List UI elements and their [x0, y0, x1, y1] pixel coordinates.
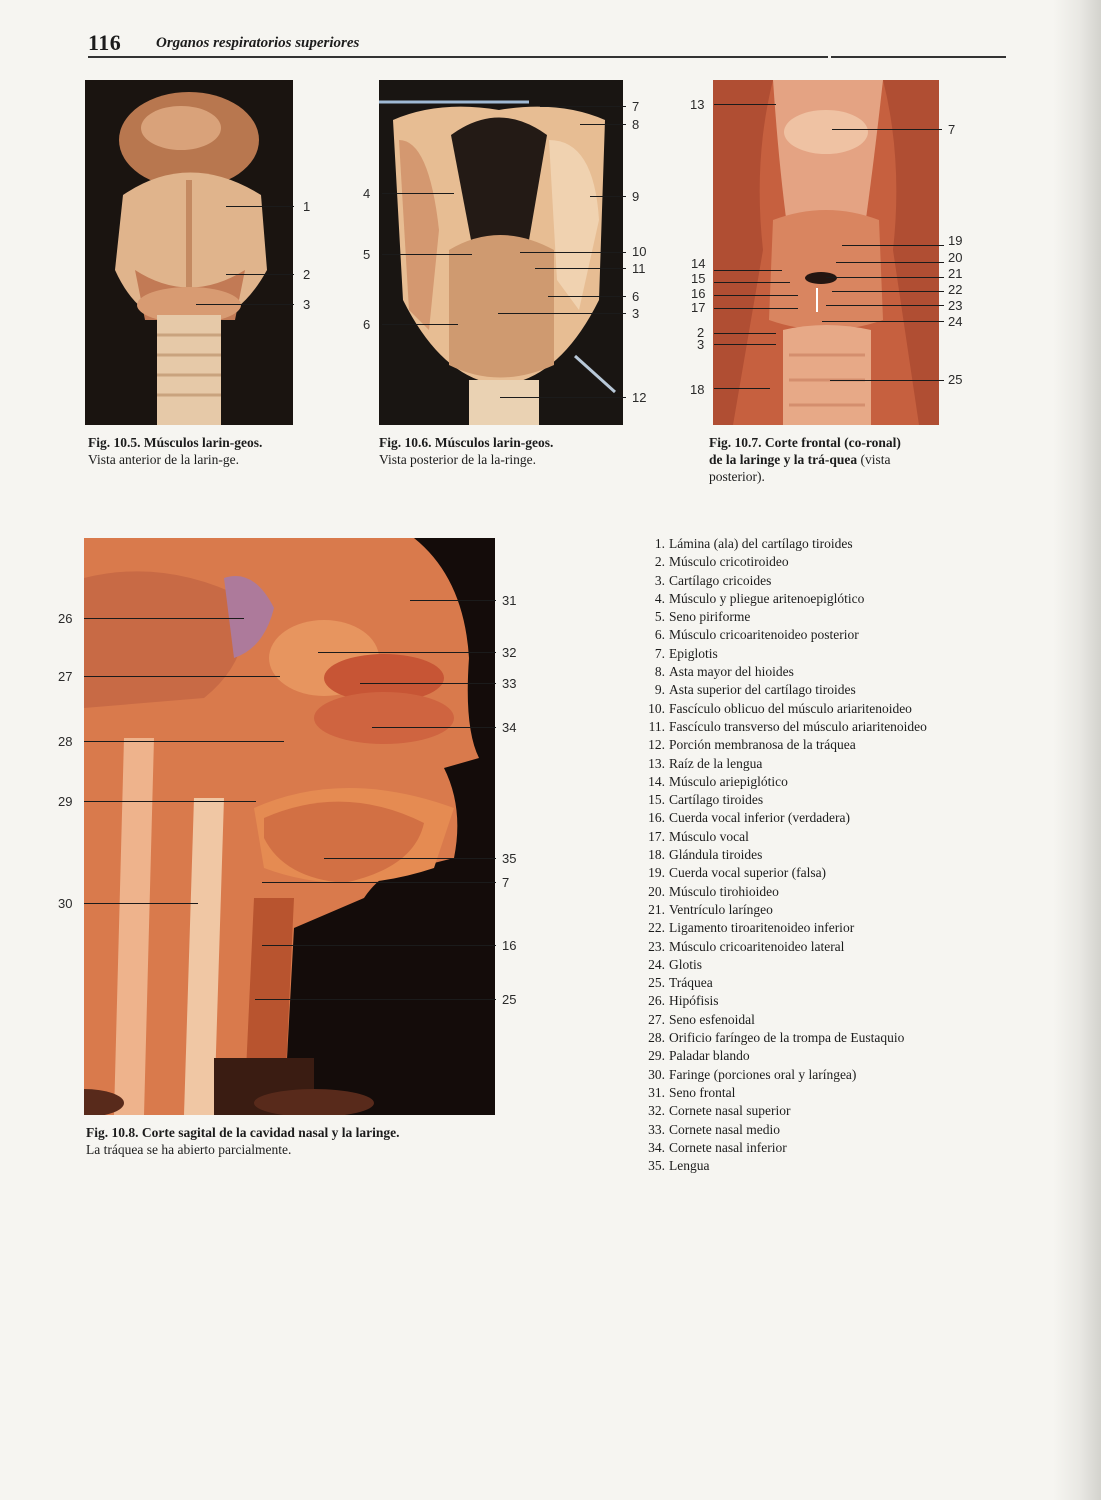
leader-line: [822, 321, 944, 322]
fig-10-8-label: 25: [502, 992, 517, 1007]
legend-text: Seno piriforme: [669, 609, 751, 625]
legend-number: 34.: [648, 1139, 665, 1155]
caption-title: Fig. 10.6. Músculos larin-geos.: [379, 435, 554, 450]
legend-text: Asta superior del cartílago tiroides: [669, 682, 856, 698]
caption-title: Fig. 10.5. Músculos larin-geos.: [88, 435, 263, 450]
leader-line: [832, 291, 944, 292]
leader-line: [826, 277, 944, 278]
leader-line: [836, 262, 944, 263]
legend-list: [642, 535, 1002, 1175]
fig-10-6-label: 10: [632, 244, 647, 259]
legend-item: [642, 992, 1002, 1010]
leader-line: [520, 252, 626, 253]
leader-line: [360, 683, 496, 684]
legend-number: 18.: [648, 847, 665, 863]
legend-number: 23.: [648, 938, 665, 954]
header-rule-gap: [828, 56, 831, 58]
caption-text: (vista posterior).: [709, 452, 891, 484]
leader-line: [714, 388, 770, 389]
fig-10-5-caption: [88, 434, 288, 468]
legend-item: [642, 1102, 1002, 1120]
legend-item: [642, 809, 1002, 827]
leader-line: [832, 129, 942, 130]
leader-line: [84, 741, 284, 742]
leader-line: [714, 104, 776, 105]
legend-item: [642, 864, 1002, 882]
caption-text: Vista posterior de la la-ringe.: [379, 452, 537, 467]
page-header: [88, 30, 1006, 58]
leader-line: [500, 397, 626, 398]
leader-line: [590, 196, 626, 197]
leader-line: [714, 333, 776, 334]
legend-number: 32.: [648, 1103, 665, 1119]
fig-10-7-label: 15: [691, 271, 706, 286]
legend-number: 14.: [648, 773, 665, 789]
legend-item: [642, 883, 1002, 901]
legend-text: Cartílago tiroides: [669, 792, 764, 808]
legend-number: 24.: [648, 956, 665, 972]
caption-text: La tráquea se ha abierto parcialmente.: [86, 1142, 292, 1157]
legend-text: Raíz de la lengua: [669, 755, 763, 771]
legend-item: [642, 1139, 1002, 1157]
legend-text: Tráquea: [669, 975, 713, 991]
fig-10-5-label: 2: [303, 267, 311, 282]
fig-10-8-label: 33: [502, 676, 517, 691]
legend-number: 2.: [654, 554, 665, 570]
legend-number: 5.: [654, 609, 665, 625]
leader-line: [580, 124, 626, 125]
legend-item: [642, 974, 1002, 992]
fig-10-7-label: 13: [690, 97, 705, 112]
legend-item: [642, 718, 1002, 736]
legend-text: Hipófisis: [669, 993, 719, 1009]
legend-number: 31.: [648, 1084, 665, 1100]
leader-line: [84, 903, 198, 904]
legend-number: 27.: [648, 1011, 665, 1027]
legend-item: [642, 626, 1002, 644]
legend-text: Cornete nasal superior: [669, 1103, 791, 1119]
leader-line: [714, 308, 798, 309]
fig-10-6-label: 6: [363, 317, 371, 332]
legend-number: 35.: [648, 1158, 665, 1174]
header-rule: [88, 56, 1006, 58]
legend-text: Asta mayor del hioides: [669, 664, 794, 680]
legend-item: [642, 1066, 1002, 1084]
figure-10-8-photo: [84, 538, 495, 1115]
fig-10-6-label: 12: [632, 390, 647, 405]
fig-10-6-label: 4: [363, 186, 371, 201]
legend-item: [642, 755, 1002, 773]
legend-number: 28.: [648, 1030, 665, 1046]
leader-line: [196, 304, 294, 305]
leader-line: [84, 801, 256, 802]
legend-item: [642, 1121, 1002, 1139]
fig-10-5-label: 3: [303, 297, 311, 312]
leader-line: [498, 313, 626, 314]
fig-10-6-label: 6: [632, 289, 640, 304]
fig-10-6-label: 3: [632, 306, 640, 321]
legend-number: 9.: [654, 682, 665, 698]
leader-line: [826, 305, 944, 306]
leader-line: [372, 727, 496, 728]
caption-text: Vista anterior de la larin-ge.: [88, 452, 239, 467]
legend-item: [642, 938, 1002, 956]
legend-text: Seno frontal: [669, 1084, 736, 1100]
legend-text: Glándula tiroides: [669, 847, 763, 863]
legend-text: Cartílago cricoides: [669, 572, 772, 588]
legend-item: [642, 590, 1002, 608]
legend-text: Seno esfenoidal: [669, 1011, 755, 1027]
legend-text: Cuerda vocal inferior (verdadera): [669, 810, 851, 826]
fig-10-6-label: 7: [632, 99, 640, 114]
leader-line: [226, 206, 294, 207]
legend-text: Músculo ariepiglótico: [669, 773, 788, 789]
legend-item: [642, 846, 1002, 864]
page-number: 116: [88, 30, 122, 55]
legend-number: 19.: [648, 865, 665, 881]
fig-10-8-label: 29: [58, 794, 73, 809]
leader-line: [84, 618, 244, 619]
legend-number: 30.: [648, 1066, 665, 1082]
legend-text: Orificio faríngeo de la trompa de Eustaquio: [669, 1030, 905, 1046]
legend-item: [642, 956, 1002, 974]
legend-item: [642, 1157, 1002, 1175]
leader-line: [714, 344, 776, 345]
legend-item: [642, 645, 1002, 663]
fig-10-7-label: 19: [948, 233, 963, 248]
legend-item: [642, 572, 1002, 590]
running-title: Organos respiratorios superiores: [156, 35, 360, 51]
leader-line: [382, 254, 472, 255]
leader-line: [262, 945, 496, 946]
legend-number: 29.: [648, 1048, 665, 1064]
legend-number: 20.: [648, 883, 665, 899]
fig-10-6-label: 8: [632, 117, 640, 132]
legend-text: Lengua: [669, 1158, 710, 1174]
legend-number: 6.: [654, 627, 665, 643]
legend-number: 21.: [648, 901, 665, 917]
legend-number: 8.: [654, 664, 665, 680]
fig-10-8-label: 32: [502, 645, 517, 660]
fig-10-7-label: 2: [697, 325, 705, 340]
legend-text: Músculo vocal: [669, 828, 749, 844]
legend-item: [642, 681, 1002, 699]
page-edge-shadow: [1053, 0, 1101, 1500]
leader-line: [540, 106, 626, 107]
fig-10-8-label: 30: [58, 896, 73, 911]
legend-number: 4.: [654, 590, 665, 606]
fig-10-7-label: 24: [948, 314, 963, 329]
fig-10-8-label: 16: [502, 938, 517, 953]
legend-text: Músculo cricotiroideo: [669, 554, 789, 570]
legend-text: Fascículo oblicuo del músculo ariaritenoideo: [669, 700, 912, 716]
legend-text: Músculo cricoaritenoideo lateral: [669, 938, 845, 954]
leader-line: [714, 295, 798, 296]
fig-10-7-label: 20: [948, 250, 963, 265]
fig-10-7-label: 16: [691, 286, 706, 301]
legend-text: Porción membranosa de la tráquea: [669, 737, 856, 753]
legend-text: Faringe (porciones oral y laríngea): [669, 1066, 857, 1082]
leader-line: [382, 324, 458, 325]
leader-line: [548, 296, 626, 297]
figure-10-5-photo: [85, 80, 293, 425]
legend-number: 11.: [648, 718, 665, 734]
legend-item: [642, 700, 1002, 718]
legend-item: [642, 1029, 1002, 1047]
fig-10-6-label: 5: [363, 247, 371, 262]
fig-10-7-label: 23: [948, 298, 963, 313]
legend-item: [642, 919, 1002, 937]
legend-number: 12.: [648, 737, 665, 753]
legend-item: [642, 901, 1002, 919]
leader-line: [410, 600, 496, 601]
fig-10-5-label: 1: [303, 199, 311, 214]
legend-text: Ligamento tiroaritenoideo inferior: [669, 920, 855, 936]
fig-10-7-label: 7: [948, 122, 956, 137]
leader-line: [318, 652, 496, 653]
leader-line: [714, 270, 782, 271]
legend-text: Cornete nasal inferior: [669, 1139, 787, 1155]
fig-10-8-label: 28: [58, 734, 73, 749]
leader-line: [714, 282, 790, 283]
legend-text: Epiglotis: [669, 645, 718, 661]
legend-number: 13.: [648, 755, 665, 771]
fig-10-8-label: 35: [502, 851, 517, 866]
legend-item: [642, 828, 1002, 846]
leader-line: [842, 245, 944, 246]
legend-text: Ventrículo laríngeo: [669, 901, 773, 917]
legend-number: 3.: [654, 572, 665, 588]
legend-item: [642, 535, 1002, 553]
leader-line: [226, 274, 294, 275]
legend-number: 22.: [648, 920, 665, 936]
leader-line: [262, 882, 496, 883]
legend-number: 33.: [648, 1121, 665, 1137]
fig-10-6-label: 9: [632, 189, 640, 204]
fig-10-6-label: 11: [632, 261, 646, 276]
fig-10-8-label: 26: [58, 611, 73, 626]
leader-line: [382, 193, 454, 194]
fig-10-8-label: 34: [502, 720, 517, 735]
legend-text: Cornete nasal medio: [669, 1121, 780, 1137]
fig-10-7-label: 17: [691, 300, 706, 315]
legend-text: Fascículo transverso del músculo ariaritenoideo: [669, 718, 927, 734]
fig-10-7-label: 21: [948, 266, 963, 281]
legend-number: 26.: [648, 993, 665, 1009]
legend-text: Músculo tirohioideo: [669, 883, 779, 899]
legend-number: 16.: [648, 810, 665, 826]
figure-10-7-photo: [713, 80, 939, 425]
legend-item: [642, 1084, 1002, 1102]
legend-text: Músculo y pliegue aritenoepiglótico: [669, 590, 865, 606]
fig-10-7-label: 25: [948, 372, 963, 387]
legend-text: Lámina (ala) del cartílago tiroides: [669, 536, 853, 551]
legend-text: Paladar blando: [669, 1048, 750, 1064]
legend-item: [642, 553, 1002, 571]
legend-number: 1.: [654, 536, 665, 551]
legend-number: 7.: [654, 645, 665, 661]
caption-title: Fig. 10.8. Corte sagital de la cavidad nasal y la laringe.: [86, 1125, 400, 1140]
leader-line: [535, 268, 626, 269]
fig-10-6-caption: [379, 434, 584, 468]
legend-text: Glotis: [669, 956, 703, 972]
legend-item: [642, 773, 1002, 791]
legend-text: Cuerda vocal superior (falsa): [669, 865, 827, 881]
legend-number: 17.: [648, 828, 665, 844]
fig-10-8-label: 27: [58, 669, 73, 684]
fig-10-8-label: 7: [502, 875, 510, 890]
fig-10-7-label: 3: [697, 337, 705, 352]
legend-number: 10.: [648, 700, 665, 716]
fig-10-8-label: 31: [502, 593, 517, 608]
leader-line: [830, 380, 944, 381]
leader-line: [324, 858, 496, 859]
legend-item: [642, 663, 1002, 681]
leader-line: [84, 676, 280, 677]
fig-10-7-caption: [709, 434, 917, 485]
legend-text: Músculo cricoaritenoideo posterior: [669, 627, 859, 643]
legend-item: [642, 1047, 1002, 1065]
fig-10-8-caption: [86, 1124, 506, 1158]
fig-10-7-label: 18: [690, 382, 705, 397]
fig-10-7-label: 22: [948, 282, 963, 297]
legend-number: 25.: [648, 975, 665, 991]
legend-item: [642, 1011, 1002, 1029]
caption-title: Fig. 10.7. Corte frontal (co-ronal) de la laringe y la trá-quea: [709, 435, 901, 467]
fig-10-7-label: 14: [691, 256, 706, 271]
legend-item: [642, 791, 1002, 809]
legend-item: [642, 736, 1002, 754]
legend-item: [642, 608, 1002, 626]
leader-line: [255, 999, 496, 1000]
legend-number: 15.: [648, 792, 665, 808]
